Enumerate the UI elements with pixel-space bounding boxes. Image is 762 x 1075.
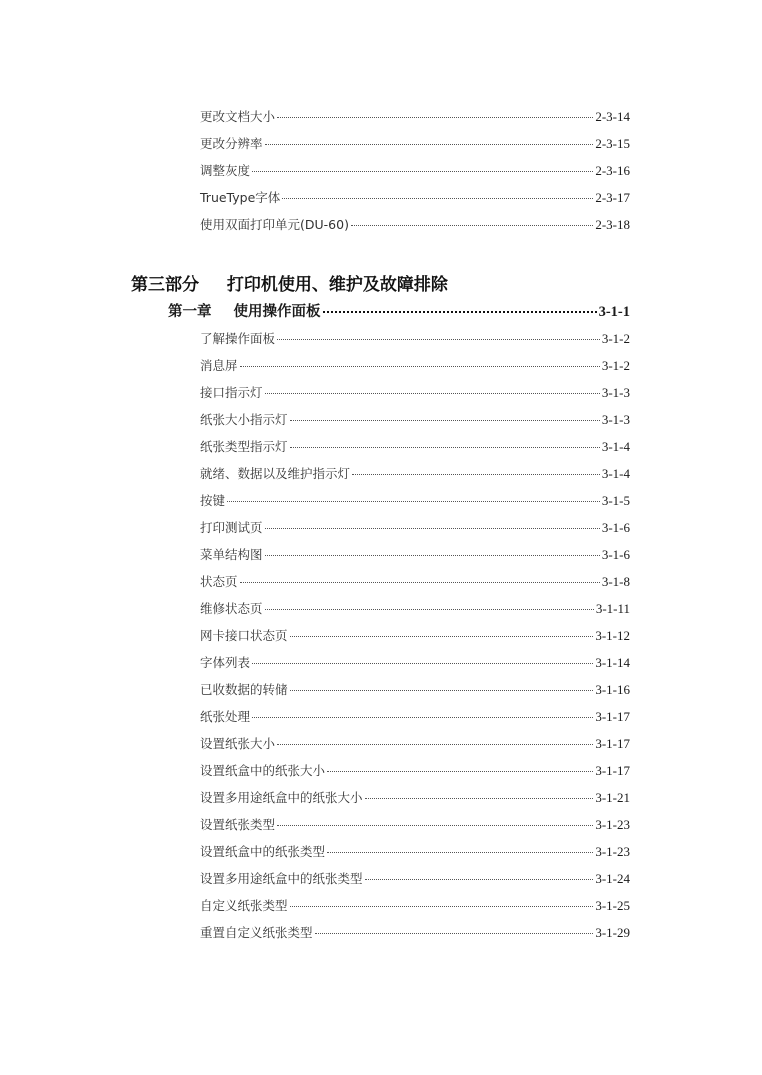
toc-entry-page: 3-1-23 bbox=[595, 817, 630, 832]
toc-entry-page: 3-1-2 bbox=[601, 331, 630, 346]
chapter-number: 第一章 bbox=[168, 304, 212, 320]
dot-leader bbox=[252, 663, 593, 664]
dot-leader bbox=[252, 171, 593, 172]
toc-entry-page: 3-1-21 bbox=[595, 790, 630, 805]
toc-entry[interactable] bbox=[200, 545, 630, 563]
dot-leader bbox=[352, 474, 600, 475]
toc-entry[interactable] bbox=[200, 788, 630, 806]
toc-entry[interactable] bbox=[200, 869, 630, 887]
dot-leader bbox=[282, 198, 593, 199]
toc-entry-label: 状态页 bbox=[200, 574, 238, 589]
dot-leader bbox=[351, 225, 593, 226]
toc-entry-label: 菜单结构图 bbox=[200, 547, 263, 562]
toc-entry-page: 3-1-29 bbox=[595, 925, 630, 940]
part-heading bbox=[131, 270, 448, 295]
toc-entry-page: 3-1-2 bbox=[601, 358, 630, 373]
toc-entry[interactable] bbox=[200, 896, 630, 914]
toc-entry-page: 2-3-15 bbox=[595, 136, 630, 151]
toc-entry[interactable] bbox=[200, 134, 630, 152]
toc-entry[interactable] bbox=[200, 410, 630, 428]
chapter-title: 使用操作面板 bbox=[233, 304, 321, 320]
toc-entry[interactable] bbox=[200, 626, 630, 644]
toc-entry-label: 更改分辨率 bbox=[200, 136, 263, 151]
dot-leader bbox=[290, 636, 594, 637]
toc-entry-page: 3-1-4 bbox=[601, 439, 630, 454]
chapter-page: 3-1-1 bbox=[598, 304, 630, 320]
toc-entry-label: 纸张处理 bbox=[200, 709, 251, 724]
toc-entry-label: TrueType字体 bbox=[200, 190, 281, 205]
toc-entry-label: 维修状态页 bbox=[200, 601, 263, 616]
dot-leader bbox=[277, 825, 593, 826]
toc-entry-page: 2-3-14 bbox=[595, 109, 630, 124]
toc-entry-label: 打印测试页 bbox=[200, 520, 263, 535]
toc-entry[interactable] bbox=[200, 356, 630, 374]
toc-entry[interactable] bbox=[200, 842, 630, 860]
toc-entry-label: 了解操作面板 bbox=[200, 331, 276, 346]
dot-leader bbox=[327, 852, 593, 853]
chapter-entry[interactable] bbox=[168, 300, 630, 321]
toc-entry-page: 3-1-24 bbox=[595, 871, 630, 886]
toc-entry[interactable] bbox=[200, 653, 630, 671]
dot-leader bbox=[365, 798, 594, 799]
toc-entry-page: 3-1-14 bbox=[595, 655, 630, 670]
toc-entry-page: 3-1-6 bbox=[601, 520, 630, 535]
toc-entry[interactable] bbox=[200, 161, 630, 179]
toc-entry-page: 3-1-11 bbox=[595, 601, 630, 616]
dot-leader bbox=[265, 555, 600, 556]
toc-entry-label: 使用双面打印单元(DU-60) bbox=[200, 217, 349, 232]
dot-leader bbox=[277, 744, 593, 745]
dot-leader bbox=[277, 339, 600, 340]
toc-entry[interactable] bbox=[200, 215, 630, 233]
dot-leader bbox=[365, 879, 594, 880]
toc-entry-page: 3-1-17 bbox=[595, 763, 630, 778]
part-title: 打印机使用、维护及故障排除 bbox=[226, 275, 448, 295]
toc-entry[interactable] bbox=[200, 599, 630, 617]
toc-entry-label: 自定义纸张类型 bbox=[200, 898, 288, 913]
dot-leader bbox=[265, 144, 594, 145]
toc-entry-page: 2-3-17 bbox=[595, 190, 630, 205]
toc-entry-page: 3-1-17 bbox=[595, 736, 630, 751]
dot-leader bbox=[265, 528, 600, 529]
toc-entry-page: 3-1-4 bbox=[601, 466, 630, 481]
dot-leader bbox=[252, 717, 593, 718]
toc-entry-label: 设置多用途纸盒中的纸张大小 bbox=[200, 790, 363, 805]
dot-leader bbox=[323, 311, 597, 313]
toc-entry-page: 3-1-3 bbox=[601, 412, 630, 427]
toc-entry[interactable] bbox=[200, 107, 630, 125]
toc-entry-label: 设置纸盒中的纸张类型 bbox=[200, 844, 326, 859]
toc-entry-label: 设置纸盒中的纸张大小 bbox=[200, 763, 326, 778]
toc-entry-label: 设置纸张类型 bbox=[200, 817, 276, 832]
toc-entry[interactable] bbox=[200, 572, 630, 590]
toc-entry-page: 2-3-18 bbox=[595, 217, 630, 232]
toc-entry-page: 3-1-23 bbox=[595, 844, 630, 859]
toc-entry-label: 设置纸张大小 bbox=[200, 736, 276, 751]
toc-entry[interactable] bbox=[200, 734, 630, 752]
part-number: 第三部分 bbox=[131, 275, 199, 295]
dot-leader bbox=[227, 501, 600, 502]
toc-entry[interactable] bbox=[200, 437, 630, 455]
toc-entry[interactable] bbox=[200, 329, 630, 347]
toc-entry[interactable] bbox=[200, 518, 630, 536]
toc-entry[interactable] bbox=[200, 707, 630, 725]
toc-entry-label: 就绪、数据以及维护指示灯 bbox=[200, 466, 351, 481]
toc-entry[interactable] bbox=[200, 923, 630, 941]
toc-entry-page: 3-1-16 bbox=[595, 682, 630, 697]
toc-entry-label: 设置多用途纸盒中的纸张类型 bbox=[200, 871, 363, 886]
dot-leader bbox=[290, 690, 594, 691]
toc-entry-label: 按键 bbox=[200, 493, 226, 508]
toc-entry-page: 3-1-25 bbox=[595, 898, 630, 913]
toc-entry-page: 2-3-16 bbox=[595, 163, 630, 178]
dot-leader bbox=[240, 582, 600, 583]
dot-leader bbox=[290, 906, 594, 907]
toc-entry[interactable] bbox=[200, 188, 630, 206]
toc-entry-label: 已收数据的转储 bbox=[200, 682, 288, 697]
toc-entry-page: 3-1-17 bbox=[595, 709, 630, 724]
toc-entry-page: 3-1-6 bbox=[601, 547, 630, 562]
dot-leader bbox=[290, 447, 600, 448]
dot-leader bbox=[327, 771, 593, 772]
dot-leader bbox=[240, 366, 600, 367]
toc-entry[interactable] bbox=[200, 680, 630, 698]
toc-entry-label: 字体列表 bbox=[200, 655, 251, 670]
toc-entry-page: 3-1-8 bbox=[601, 574, 630, 589]
toc-entry-label: 接口指示灯 bbox=[200, 385, 263, 400]
toc-entry[interactable] bbox=[200, 464, 630, 482]
dot-leader bbox=[290, 420, 600, 421]
toc-entry-page: 3-1-5 bbox=[601, 493, 630, 508]
toc-entry[interactable] bbox=[200, 383, 630, 401]
toc-entry-label: 消息屏 bbox=[200, 358, 238, 373]
toc-entry-label: 更改文档大小 bbox=[200, 109, 276, 124]
toc-entry[interactable] bbox=[200, 761, 630, 779]
toc-entry-label: 调整灰度 bbox=[200, 163, 251, 178]
toc-entry-label: 网卡接口状态页 bbox=[200, 628, 288, 643]
dot-leader bbox=[277, 117, 593, 118]
dot-leader bbox=[265, 609, 594, 610]
toc-entry-label: 纸张类型指示灯 bbox=[200, 439, 288, 454]
toc-entry-label: 纸张大小指示灯 bbox=[200, 412, 288, 427]
toc-entry-page: 3-1-3 bbox=[601, 385, 630, 400]
dot-leader bbox=[265, 393, 600, 394]
toc-entry-page: 3-1-12 bbox=[595, 628, 630, 643]
toc-entry-label: 重置自定义纸张类型 bbox=[200, 925, 313, 940]
toc-entry[interactable] bbox=[200, 815, 630, 833]
chapter-label bbox=[168, 300, 321, 321]
toc-entry[interactable] bbox=[200, 491, 630, 509]
dot-leader bbox=[315, 933, 594, 934]
